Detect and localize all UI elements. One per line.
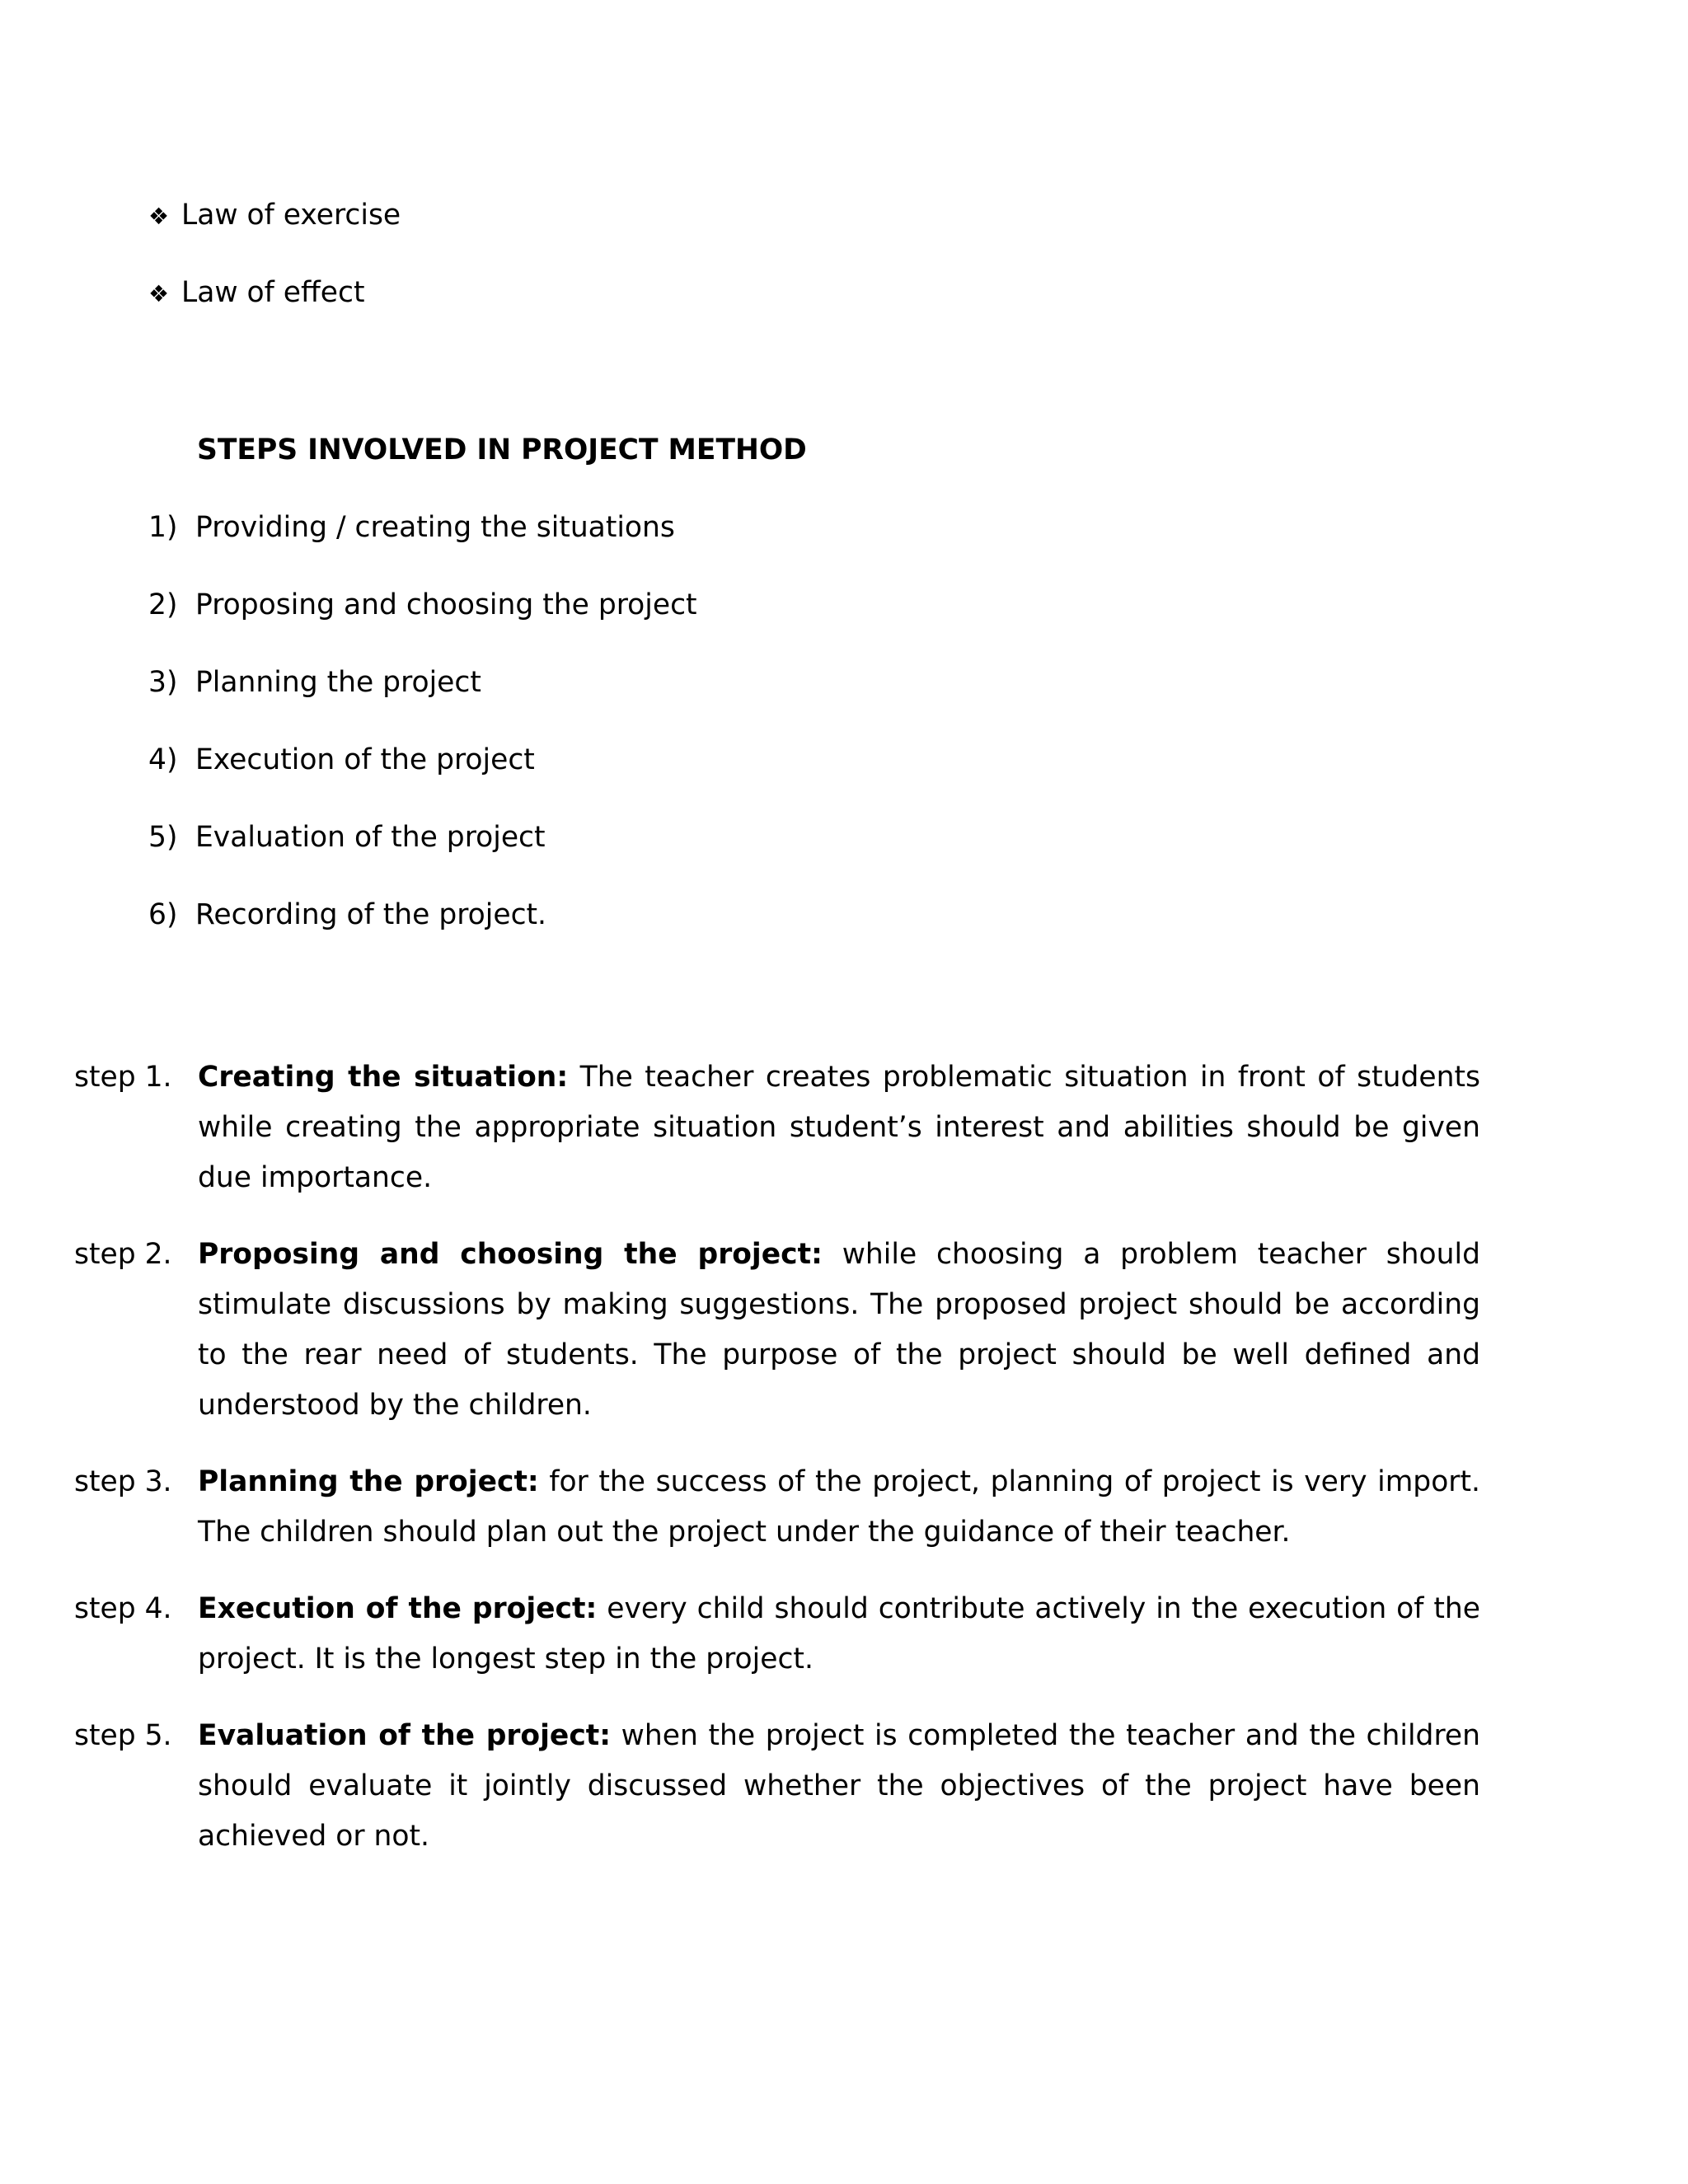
step-detail-paragraph (74, 1457, 1480, 1558)
step-label: step 5. (74, 1719, 172, 1752)
step-label: step 1. (74, 1061, 172, 1094)
diamond-bullet-icon: ❖ (148, 203, 170, 230)
step-text: Recording of the project. (195, 898, 547, 931)
step-label: step 4. (74, 1592, 172, 1625)
steps-numbered-list (148, 504, 697, 969)
step-detail-paragraph (74, 1052, 1480, 1203)
bullet-item-law-of-effect (148, 269, 401, 347)
steps-list-item (148, 659, 697, 737)
step-label: step 2. (74, 1238, 172, 1271)
bullet-text: Law of effect (181, 276, 365, 309)
step-title: Proposing and choosing the project: (198, 1238, 823, 1271)
section-heading: STEPS INVOLVED IN PROJECT METHOD (197, 434, 807, 466)
step-description: for the success of the project, planning of project is very import. The children should plan out the project under the guidance of their teacher. (198, 1465, 1480, 1549)
step-text: Execution of the project (195, 743, 535, 776)
step-number: 3) (148, 666, 178, 699)
steps-list-item (148, 814, 697, 892)
steps-list-item (148, 737, 697, 814)
step-description: when the project is completed the teacher and the children should evaluate it jointly discussed whether the objectives of the project have been achieved or not. (198, 1719, 1480, 1853)
step-details-list (74, 1052, 1480, 1888)
laws-bullet-list (148, 192, 401, 347)
bullet-item-law-of-exercise (148, 192, 401, 269)
step-description: The teacher creates problematic situation in front of students while creating the appropriate situation student’s interest and abilities should be given due importance. (198, 1061, 1480, 1194)
step-title: Planning the project: (198, 1465, 539, 1498)
step-number: 4) (148, 743, 178, 776)
steps-list-item (148, 504, 697, 582)
step-description: while choosing a problem teacher should stimulate discussions by making suggestions. The proposed project should be according to the rear need of students. The purpose of the project should be well defined and understood by the children. (198, 1238, 1480, 1422)
diamond-bullet-icon: ❖ (148, 280, 170, 307)
step-text: Planning the project (195, 666, 481, 699)
step-title: Creating the situation: (198, 1061, 569, 1094)
step-text: Proposing and choosing the project (195, 588, 697, 621)
steps-list-item (148, 892, 697, 969)
bullet-text: Law of exercise (181, 199, 401, 232)
step-number: 6) (148, 898, 178, 931)
step-title: Evaluation of the project: (198, 1719, 612, 1752)
steps-list-item (148, 582, 697, 659)
step-text: Evaluation of the project (195, 821, 546, 854)
step-number: 1) (148, 511, 178, 544)
step-label: step 3. (74, 1465, 172, 1498)
step-detail-paragraph (74, 1230, 1480, 1431)
step-detail-paragraph (74, 1584, 1480, 1685)
step-number: 5) (148, 821, 178, 854)
step-title: Execution of the project: (198, 1592, 598, 1625)
step-number: 2) (148, 588, 178, 621)
step-detail-paragraph (74, 1711, 1480, 1862)
step-description: every child should contribute actively in the execution of the project. It is the longest step in the project. (198, 1592, 1480, 1675)
step-text: Providing / creating the situations (195, 511, 675, 544)
